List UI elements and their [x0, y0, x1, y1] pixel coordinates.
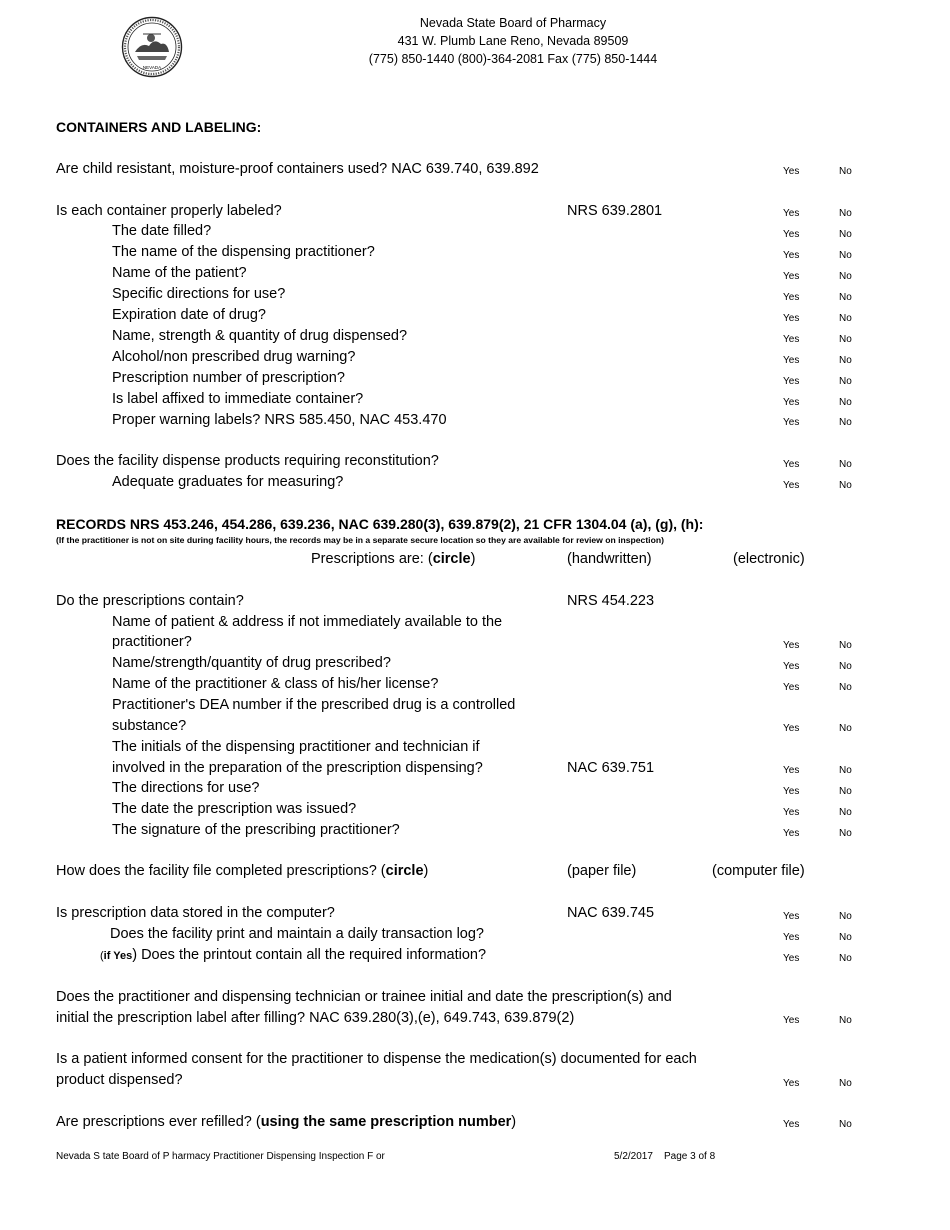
no-option[interactable]: No — [839, 250, 852, 261]
question-refilled: Are prescriptions ever refilled? (using the same prescription number) — [56, 1114, 517, 1130]
no-option[interactable]: No — [839, 828, 852, 839]
contain-initials-line1: The initials of the dispensing practitioner and technician if — [112, 739, 480, 755]
yes-option[interactable]: Yes — [783, 355, 800, 366]
records-note: (If the practitioner is not on site during facility hours, the records may be in a separate secure location so they are available for review on inspection) — [56, 535, 664, 545]
no-option[interactable]: No — [839, 932, 852, 943]
yes-option[interactable]: Yes — [783, 1078, 800, 1089]
question-transaction-log: Does the facility print and maintain a daily transaction log? — [110, 926, 484, 942]
yes-option[interactable]: Yes — [783, 1015, 800, 1026]
no-option[interactable]: No — [839, 682, 852, 693]
question-consent-line1: Is a patient informed consent for the practitioner to dispense the medication(s) documented for each — [56, 1051, 697, 1067]
contain-practitioner: Name of the practitioner & class of his/her license? — [112, 676, 439, 692]
label-subquestion: The name of the dispensing practitioner? — [112, 244, 375, 260]
question-file-prescriptions: How does the facility file completed prescriptions? (circle) — [56, 863, 429, 879]
question-child-resistant: Are child resistant, moisture-proof containers used? NAC 639.740, 639.892 — [56, 161, 539, 177]
label-subquestion: Alcohol/non prescribed drug warning? — [112, 349, 356, 365]
reference-nrs-639-2801: NRS 639.2801 — [567, 203, 663, 219]
no-option[interactable]: No — [839, 1078, 852, 1089]
label-subquestion: Specific directions for use? — [112, 286, 286, 302]
board-phones: (775) 850-1440 (800)-364-2081 Fax (775) 850-1444 — [368, 52, 658, 66]
footer-date: 5/2/2017 — [614, 1151, 653, 1162]
no-option[interactable]: No — [839, 208, 852, 219]
yes-option[interactable]: Yes — [783, 417, 800, 428]
no-option[interactable]: No — [839, 640, 852, 651]
label-subquestion: Proper warning labels? NRS 585.450, NAC 453.470 — [112, 412, 447, 428]
yes-option[interactable]: Yes — [783, 208, 800, 219]
option-electronic[interactable]: (electronic) — [733, 551, 805, 567]
question-data-stored: Is prescription data stored in the computer? — [56, 905, 335, 921]
no-option[interactable]: No — [839, 1015, 852, 1026]
circle-instruction: circle — [432, 551, 471, 567]
yes-option[interactable]: Yes — [783, 313, 800, 324]
no-option[interactable]: No — [839, 229, 852, 240]
footer-page-number: Page 3 of 8 — [664, 1151, 716, 1162]
no-option[interactable]: No — [839, 953, 852, 964]
no-option[interactable]: No — [839, 271, 852, 282]
yes-option[interactable]: Yes — [783, 682, 800, 693]
yes-option[interactable]: Yes — [783, 166, 800, 177]
label-subquestion: Is label affixed to immediate container? — [112, 391, 364, 407]
question-consent-line2: product dispensed? — [56, 1072, 183, 1088]
section-title-records: RECORDS NRS 453.246, 454.286, 639.236, NAC 639.280(3), 639.879(2), 21 CFR 1304.04 (a), (g), (h): — [56, 516, 704, 532]
option-paper-file[interactable]: (paper file) — [567, 863, 637, 879]
yes-option[interactable]: Yes — [783, 250, 800, 261]
option-computer-file[interactable]: (computer file) — [712, 863, 805, 879]
same-number-emphasis: using the same prescription number — [260, 1114, 512, 1130]
footer-form-title: Nevada S tate Board of P harmacy Practitioner Dispensing Inspection F or — [56, 1151, 385, 1162]
question-graduates: Adequate graduates for measuring? — [112, 474, 344, 490]
no-option[interactable]: No — [839, 313, 852, 324]
label-subquestion: The date filled? — [112, 223, 212, 239]
contain-patient-line1: Name of patient & address if not immediately available to the — [112, 614, 503, 630]
question-printout-info: (if Yes) Does the printout contain all the required information? — [100, 947, 487, 963]
yes-option[interactable]: Yes — [783, 397, 800, 408]
no-option[interactable]: No — [839, 786, 852, 797]
svg-text:NEVADA: NEVADA — [142, 65, 162, 70]
yes-option[interactable]: Yes — [783, 271, 800, 282]
question-initial-date-line1: Does the practitioner and dispensing technician or trainee initial and date the prescription(s) and — [56, 989, 672, 1005]
board-address: 431 W. Plumb Lane Reno, Nevada 89509 — [397, 34, 629, 48]
question-container-labeled: Is each container properly labeled? — [56, 203, 282, 219]
yes-option[interactable]: Yes — [783, 292, 800, 303]
contain-patient-line2: practitioner? — [112, 634, 192, 650]
option-handwritten[interactable]: (handwritten) — [567, 551, 652, 567]
yes-option[interactable]: Yes — [783, 953, 800, 964]
no-option[interactable]: No — [839, 480, 852, 491]
label-subquestion: Expiration date of drug? — [112, 307, 266, 323]
yes-option[interactable]: Yes — [783, 911, 800, 922]
yes-option[interactable]: Yes — [783, 661, 800, 672]
yes-option[interactable]: Yes — [783, 786, 800, 797]
section-title-containers: CONTAINERS AND LABELING: — [56, 119, 262, 135]
contain-initials-line2: involved in the preparation of the prescription dispensing? — [112, 760, 483, 776]
no-option[interactable]: No — [839, 807, 852, 818]
yes-option[interactable]: Yes — [783, 1119, 800, 1130]
yes-option[interactable]: Yes — [783, 459, 800, 470]
no-option[interactable]: No — [839, 292, 852, 303]
yes-option[interactable]: Yes — [783, 229, 800, 240]
if-yes-label: if Yes — [103, 950, 133, 962]
no-option[interactable]: No — [839, 166, 852, 177]
question-initial-date-line2: initial the prescription label after filling? NAC 639.280(3),(e), 649.743, 639.879(2) — [56, 1010, 575, 1026]
no-option[interactable]: No — [839, 334, 852, 345]
circle-instruction: circle — [385, 863, 424, 879]
contain-dea-line2: substance? — [112, 718, 187, 734]
yes-option[interactable]: Yes — [783, 932, 800, 943]
contain-directions: The directions for use? — [112, 780, 260, 796]
reference-nrs-454-223: NRS 454.223 — [567, 593, 655, 609]
yes-option[interactable]: Yes — [783, 334, 800, 345]
contain-date-issued: The date the prescription was issued? — [112, 801, 357, 817]
no-option[interactable]: No — [839, 765, 852, 776]
yes-option[interactable]: Yes — [783, 828, 800, 839]
yes-option[interactable]: Yes — [783, 376, 800, 387]
board-name: Nevada State Board of Pharmacy — [419, 16, 607, 30]
no-option[interactable]: No — [839, 459, 852, 470]
yes-option[interactable]: Yes — [783, 640, 800, 651]
no-option[interactable]: No — [839, 911, 852, 922]
contain-signature: The signature of the prescribing practitioner? — [112, 822, 400, 838]
reference-nac-639-745: NAC 639.745 — [567, 905, 655, 921]
no-option[interactable]: No — [839, 723, 852, 734]
no-option[interactable]: No — [839, 417, 852, 428]
yes-option[interactable]: Yes — [783, 480, 800, 491]
label-subquestion: Name, strength & quantity of drug dispensed? — [112, 328, 408, 344]
yes-option[interactable]: Yes — [783, 723, 800, 734]
contain-drug: Name/strength/quantity of drug prescribed? — [112, 655, 391, 671]
nevada-board-seal-logo — [121, 16, 183, 78]
prescriptions-are-prompt: Prescriptions are: (circle) — [311, 551, 476, 567]
no-option[interactable]: No — [839, 661, 852, 672]
no-option[interactable]: No — [839, 355, 852, 366]
question-prescriptions-contain: Do the prescriptions contain? — [56, 593, 244, 609]
question-reconstitution: Does the facility dispense products requiring reconstitution? — [56, 453, 439, 469]
no-option[interactable]: No — [839, 397, 852, 408]
label-subquestion: Name of the patient? — [112, 265, 247, 281]
yes-option[interactable]: Yes — [783, 765, 800, 776]
no-option[interactable]: No — [839, 1119, 852, 1130]
no-option[interactable]: No — [839, 376, 852, 387]
yes-option[interactable]: Yes — [783, 807, 800, 818]
reference-nac-639-751: NAC 639.751 — [567, 760, 655, 776]
contain-dea-line1: Practitioner's DEA number if the prescribed drug is a controlled — [112, 697, 516, 713]
label-subquestion: Prescription number of prescription? — [112, 370, 345, 386]
